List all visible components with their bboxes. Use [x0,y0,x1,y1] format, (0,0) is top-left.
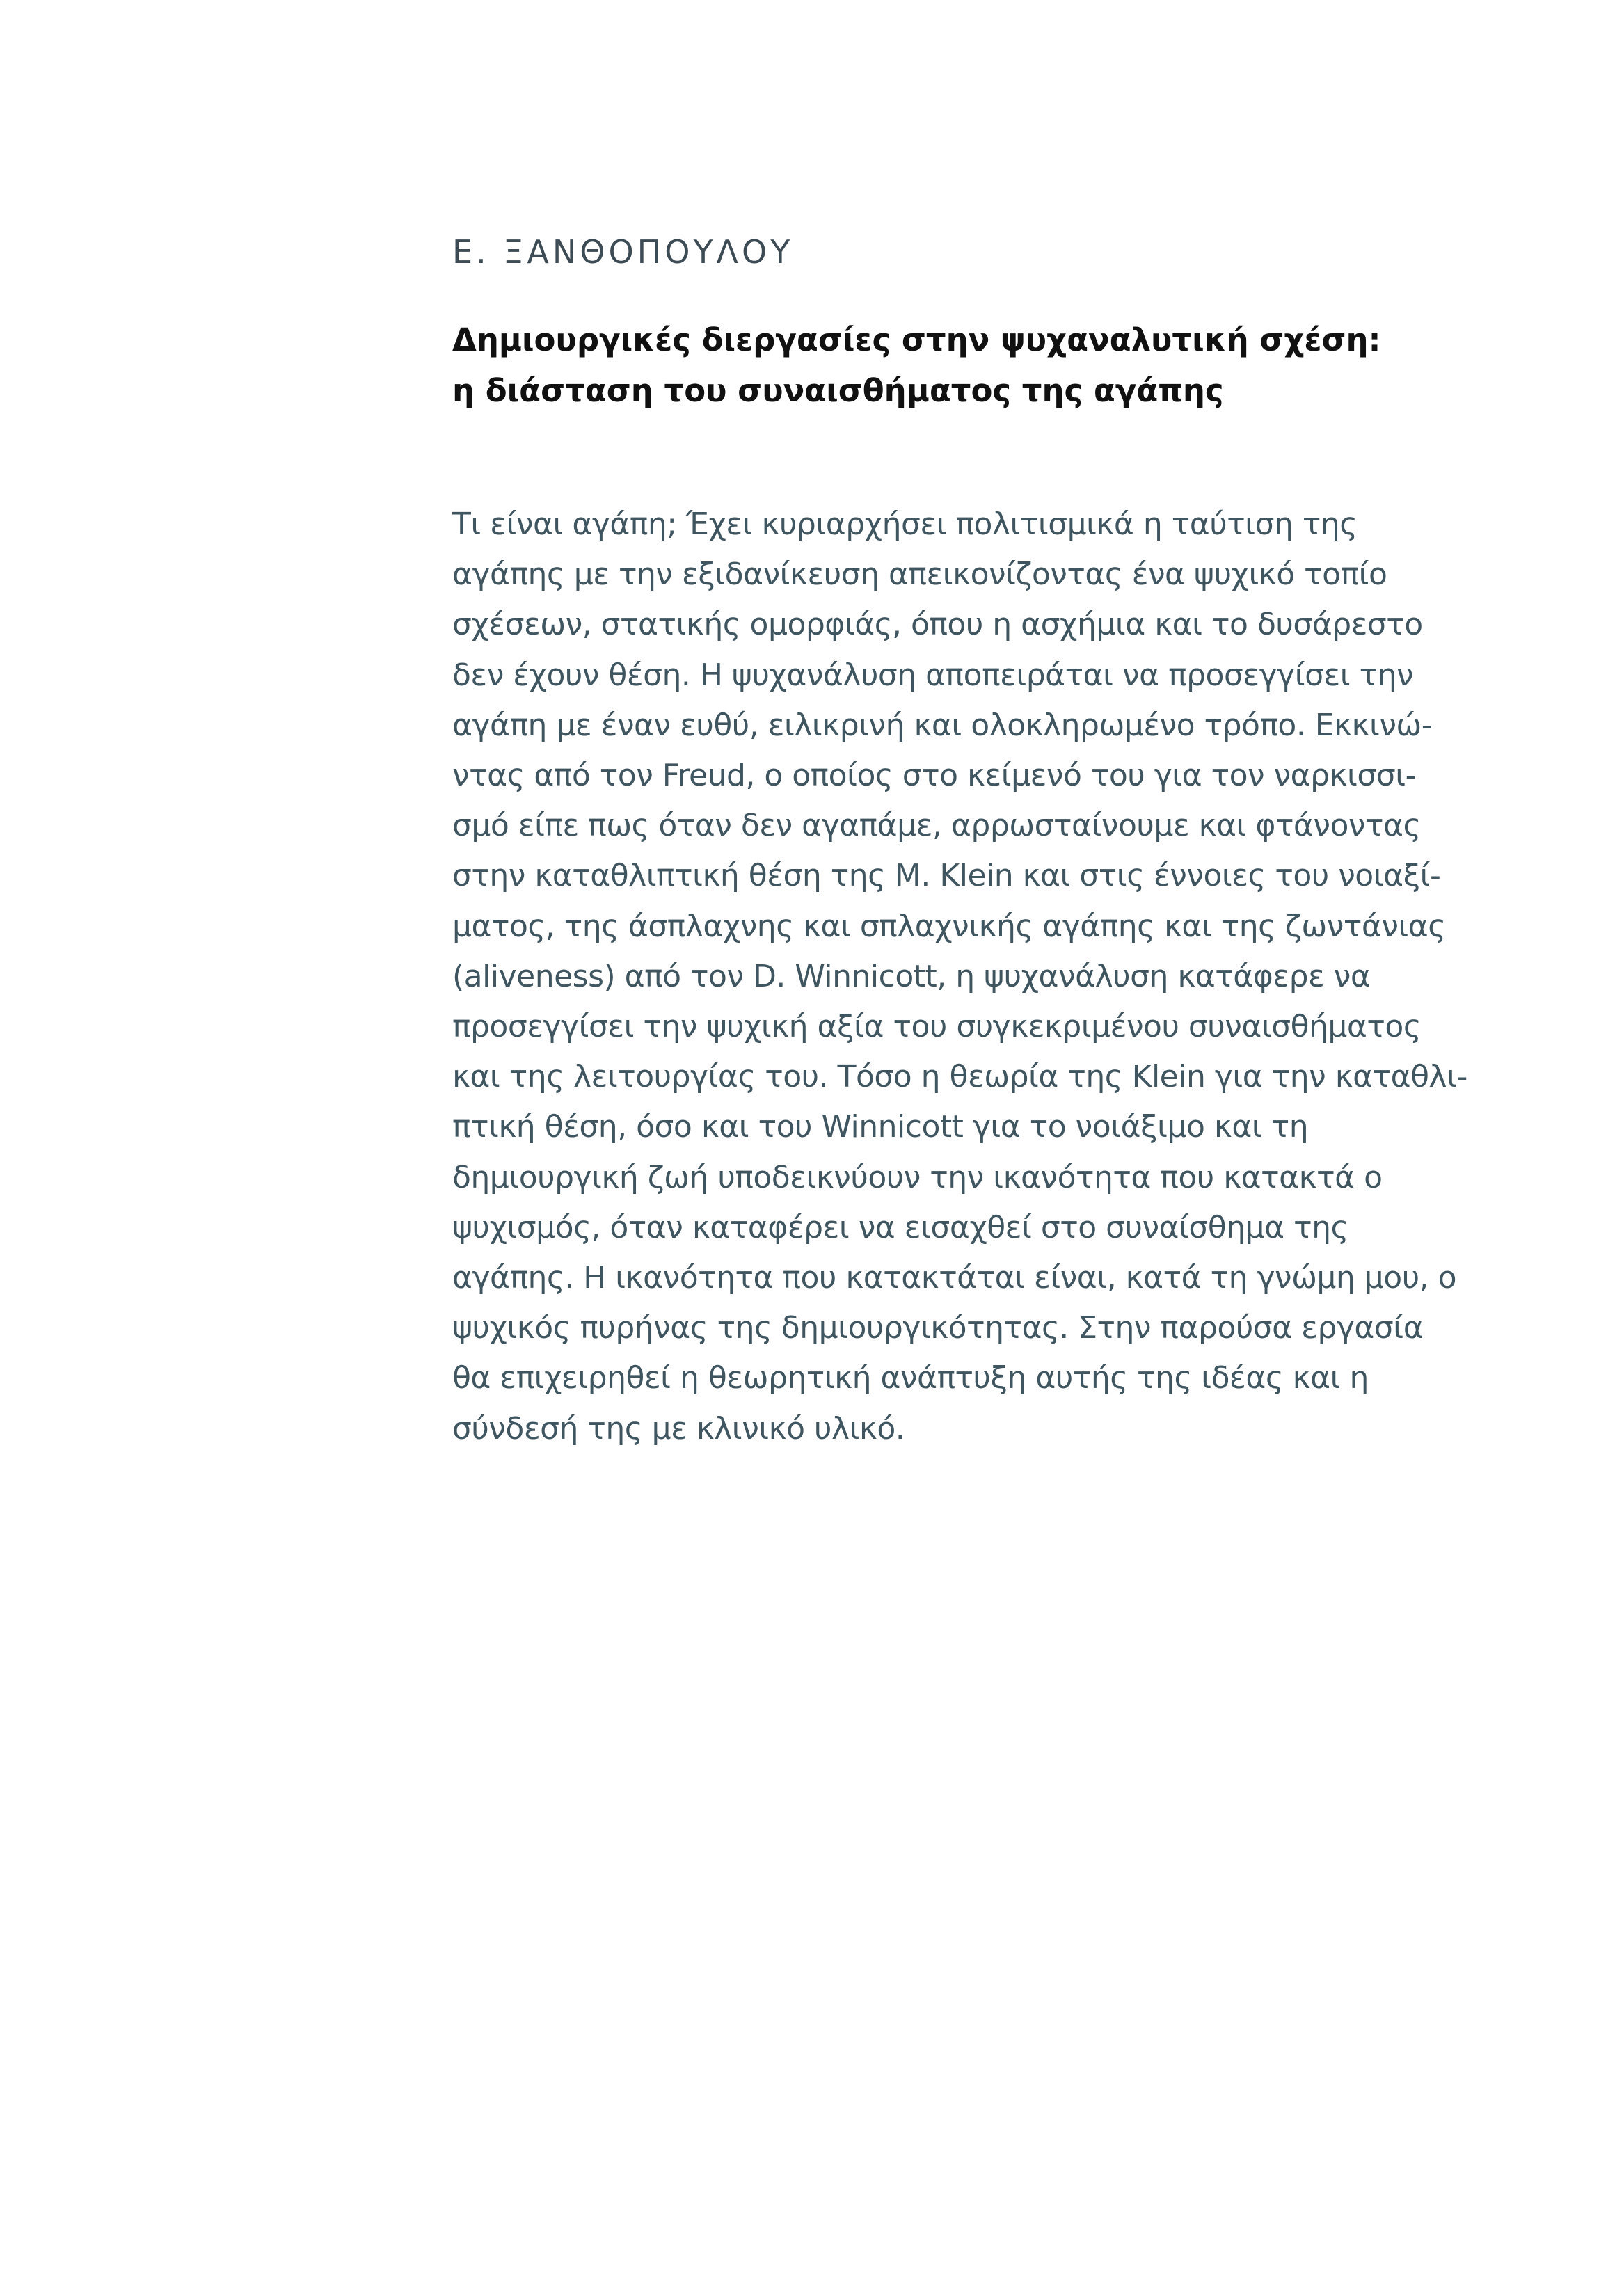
abstract-line: ντας από τον Freud, ο οποίος στο κείμενό του για τον ναρκισσι- [452,758,1416,794]
abstract-paragraph [452,500,1566,1454]
abstract-line: δημιουργική ζωή υποδεικνύουν την ικανότητα που κατακτά ο [452,1159,1383,1195]
article-title [452,314,1538,416]
abstract-line: Τι είναι αγάπη; Έχει κυριαρχήσει πολιτισμικά η ταύτιση της [452,507,1358,542]
abstract-line: ψυχικός πυρήνας της δημιουργικότητας. Στην παρούσα εργασία [452,1310,1424,1346]
abstract-line: πτική θέση, όσο και του Winnicott για το νοιάξιμο και τη [452,1109,1309,1145]
abstract-line: σμό είπε πως όταν δεν αγαπάμε, αρρωσταίνουμε και φτάνοντας [452,808,1421,844]
abstract-line: σύνδεσή της με κλινικό υλικό. [452,1410,905,1446]
title-line: Δημιουργικές διεργασίες στην ψυχαναλυτική σχέση: [452,321,1381,358]
abstract-line: και της λειτουργίας του. Τόσο η θεωρία της Klein για την καταθλι- [452,1059,1467,1095]
abstract-line: θα επιχειρηθεί η θεωρητική ανάπτυξη αυτής της ιδέας και η [452,1360,1369,1396]
abstract-line: ψυχισμός, όταν καταφέρει να εισαχθεί στο συναίσθημα της [452,1209,1348,1245]
abstract-line: σχέσεων, στατικής ομορφιάς, όπου η ασχήμια και το δυσάρεστο [452,607,1423,643]
abstract-line: αγάπης. Η ικανότητα που κατακτάται είναι, κατά τη γνώμη μου, ο [452,1260,1457,1296]
abstract-line: αγάπης με την εξιδανίκευση απεικονίζοντας ένα ψυχικό τοπίο [452,557,1387,593]
abstract-line: δεν έχουν θέση. Η ψυχανάλυση αποπειράται να προσεγγίσει την [452,657,1414,693]
abstract-line: αγάπη με έναν ευθύ, ειλικρινή και ολοκληρωμένο τρόπο. Εκκινώ- [452,707,1433,743]
abstract-line: στην καταθλιπτική θέση της M. Klein και στις έννοιες του νοιαξί- [452,858,1441,894]
abstract-line: ματος, της άσπλαχνης και σπλαχνικής αγάπης και της ζωντάνιας [452,908,1446,944]
author-name: Ε. ΞΑΝΘΟΠΟΥΛΟΥ [452,233,794,271]
abstract-line: (aliveness) από τον D. Winnicott, η ψυχανάλυση κατάφερε να [452,958,1371,994]
title-line: η διάσταση του συναισθήματος της αγάπης [452,372,1224,409]
abstract-line: προσεγγίσει την ψυχική αξία του συγκεκριμένου συναισθήματος [452,1009,1422,1045]
